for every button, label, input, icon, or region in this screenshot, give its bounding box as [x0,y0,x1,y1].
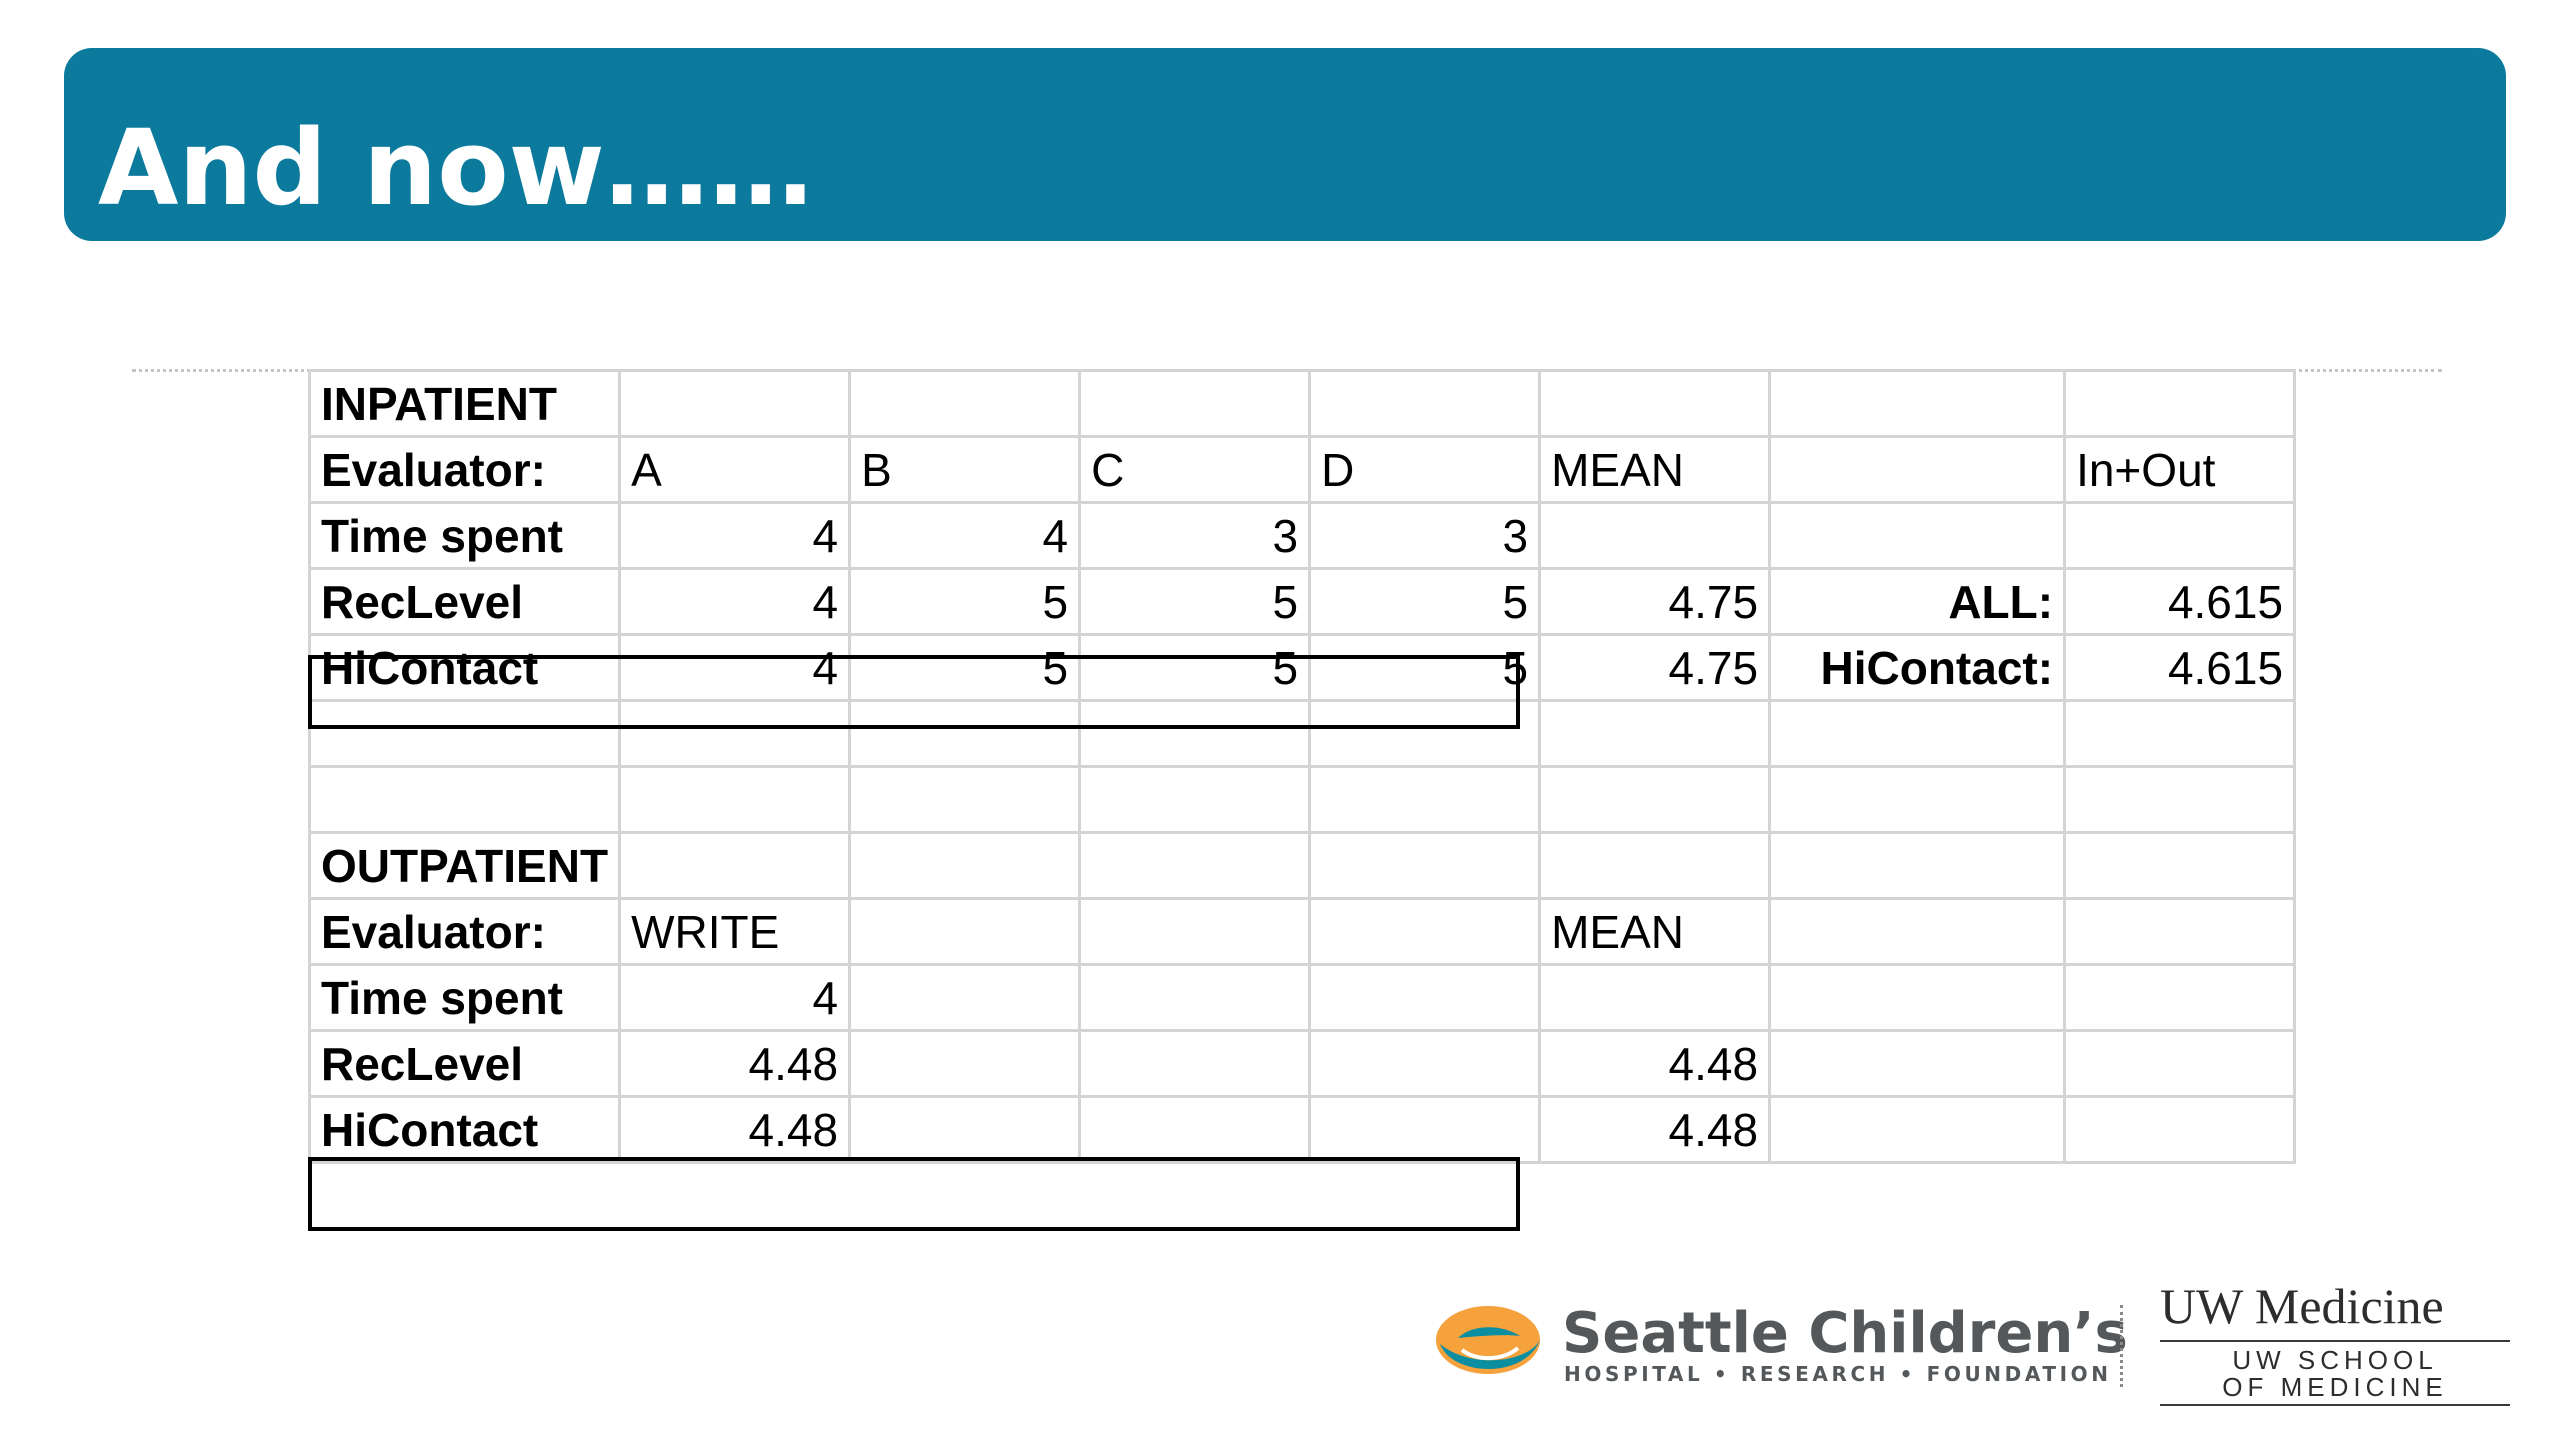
table-cell [850,701,1080,767]
table-cell [1770,437,2065,503]
table-row [310,701,2295,767]
table-cell [1770,701,2065,767]
table-cell [2065,371,2295,437]
table-row [310,503,2295,569]
table-cell [1080,899,1310,965]
table-cell [1770,767,2065,833]
table-cell [850,965,1080,1031]
table-cell [1770,1031,2065,1097]
table-cell: 5 [850,635,1080,701]
row-label-cell [310,767,620,833]
row-label-cell: Evaluator: [310,437,620,503]
row-label-cell: Evaluator: [310,899,620,965]
table-cell [1080,701,1310,767]
table-cell [2065,1031,2295,1097]
seattle-childrens-logo-icon [1432,1300,1546,1382]
table-cell [1540,833,1770,899]
table-cell: 5 [850,569,1080,635]
table-cell: 5 [1080,635,1310,701]
slide-title: And now…… [98,107,813,229]
table-cell [2065,899,2295,965]
table-cell [1310,899,1540,965]
table-cell [1770,371,2065,437]
table-cell: 4.75 [1540,569,1770,635]
table-row [310,767,2295,833]
table-cell [1080,1097,1310,1163]
table-cell [1770,833,2065,899]
table-cell [2065,503,2295,569]
seattle-childrens-tagline: HOSPITAL • RESEARCH • FOUNDATION [1564,1362,2112,1386]
table-cell: 4.48 [1540,1031,1770,1097]
table-cell [1540,371,1770,437]
table-cell [2065,833,2295,899]
table-cell: B [850,437,1080,503]
table-cell: 4 [620,635,850,701]
table-cell [620,371,850,437]
table-cell: C [1080,437,1310,503]
table-row [310,965,2295,1031]
table-cell [1310,701,1540,767]
table-row [310,1031,2295,1097]
table-cell: A [620,437,850,503]
table-cell [1080,833,1310,899]
table-cell: 4.48 [1540,1097,1770,1163]
table-cell [850,767,1080,833]
table-cell: 3 [1080,503,1310,569]
row-label-cell: RecLevel [310,569,620,635]
table-cell [1310,833,1540,899]
table-cell [1080,1031,1310,1097]
table-cell: 3 [1310,503,1540,569]
outpatient-hicontact-box [308,1157,1520,1231]
table-cell [1540,503,1770,569]
table-cell [2065,965,2295,1031]
seattle-childrens-name: Seattle Children’s [1562,1301,2128,1366]
logo-separator [2120,1305,2123,1387]
table-cell [1310,965,1540,1031]
table-cell: 4.48 [620,1097,850,1163]
table-cell: 5 [1080,569,1310,635]
table-cell: HiContact: [1770,635,2065,701]
table-cell: 5 [1310,635,1540,701]
table-row [310,569,2295,635]
table-cell [850,833,1080,899]
table-cell [1770,503,2065,569]
table-row [310,371,2295,437]
table-row [310,1097,2295,1163]
table-cell: 4 [620,569,850,635]
table-cell [620,833,850,899]
table-cell [1080,767,1310,833]
row-label-cell: HiContact [310,635,620,701]
table-cell: 4.615 [2065,635,2295,701]
table-cell: 4.75 [1540,635,1770,701]
table-cell [2065,701,2295,767]
table-cell: WRITE [620,899,850,965]
table-cell [1310,371,1540,437]
row-label-cell: Time spent [310,503,620,569]
table-cell: MEAN [1540,899,1770,965]
table-cell [1080,371,1310,437]
table-cell: 4 [620,965,850,1031]
table-cell [2065,1097,2295,1163]
table-cell [850,1097,1080,1163]
table-cell [1080,965,1310,1031]
table-cell: 4.48 [620,1031,850,1097]
row-label-cell: RecLevel [310,1031,620,1097]
table-row [310,437,2295,503]
table-cell [1770,899,2065,965]
uw-medicine-name: UW Medicine [2160,1278,2444,1334]
table-cell: 4 [850,503,1080,569]
uw-rule-top [2160,1340,2510,1342]
spreadsheet-table [308,369,2296,1164]
table-cell [620,767,850,833]
table-row [310,899,2295,965]
table-cell [1310,1097,1540,1163]
table-cell [1540,701,1770,767]
table-cell [1540,767,1770,833]
table-cell: ALL: [1770,569,2065,635]
table-cell [1540,965,1770,1031]
uw-school-line2: OF MEDICINE [2222,1372,2448,1402]
table-cell [850,899,1080,965]
table-cell [1310,1031,1540,1097]
uw-rule-bottom [2160,1404,2510,1406]
table-cell: D [1310,437,1540,503]
table-cell [850,1031,1080,1097]
table-cell [620,701,850,767]
table-cell [1770,965,2065,1031]
table-cell [1770,1097,2065,1163]
row-label-cell: HiContact [310,1097,620,1163]
table-row [310,833,2295,899]
table-cell [850,371,1080,437]
table-cell [1310,767,1540,833]
table-cell [2065,767,2295,833]
table-cell: In+Out [2065,437,2295,503]
row-label-cell: INPATIENT [310,371,620,437]
row-label-cell: OUTPATIENT [310,833,620,899]
table-cell: 4 [620,503,850,569]
row-label-cell: Time spent [310,965,620,1031]
table-cell: MEAN [1540,437,1770,503]
table-cell: 4.615 [2065,569,2295,635]
table-cell: 5 [1310,569,1540,635]
uw-school-line1: UW SCHOOL [2232,1345,2438,1375]
table-row [310,635,2295,701]
row-label-cell [310,701,620,767]
